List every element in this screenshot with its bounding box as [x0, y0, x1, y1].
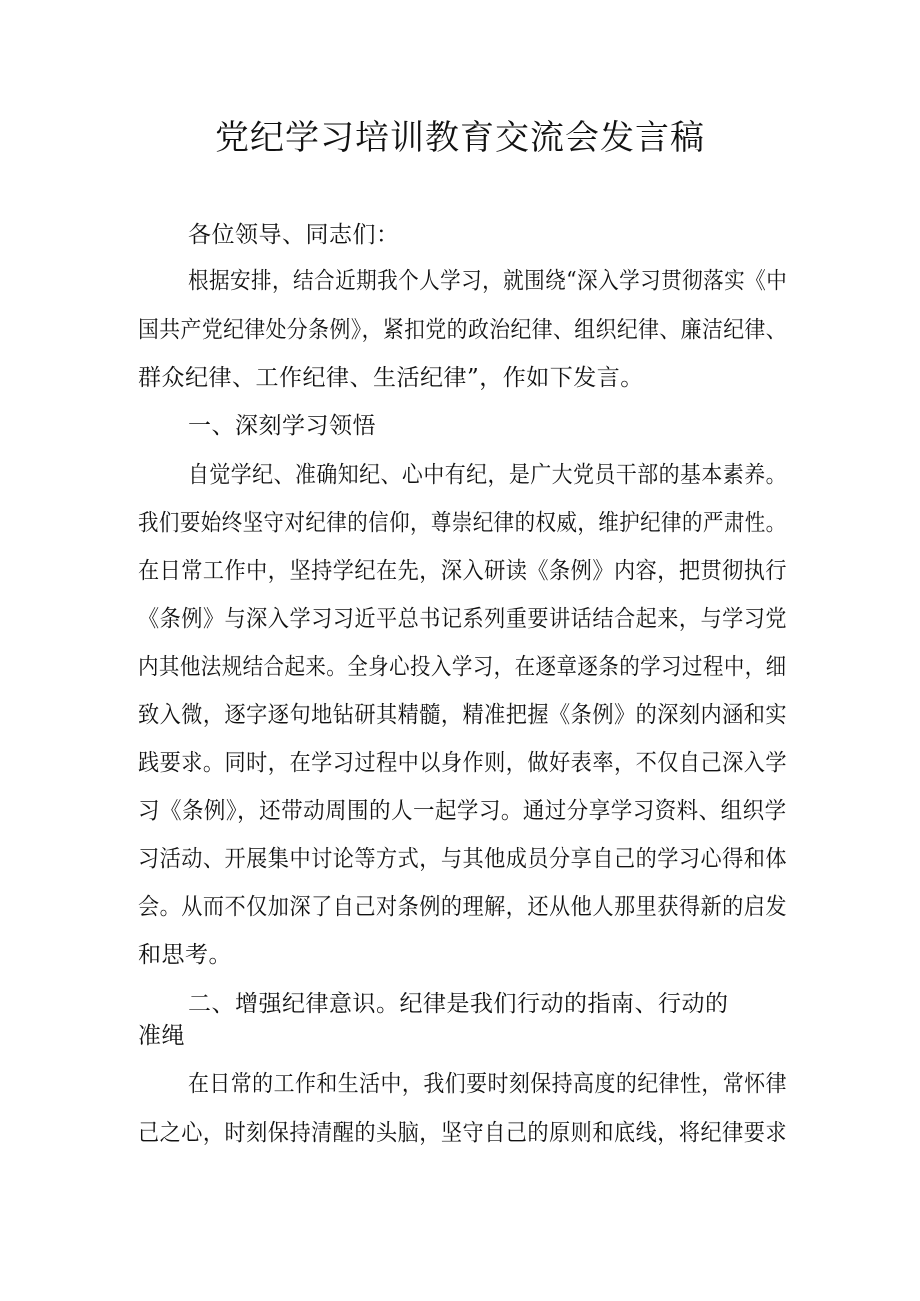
section1-line: 内其他法规结合起来。全身心投入学习，在逐章逐条的学习过程中，细 — [138, 654, 787, 680]
section1-line: 自觉学纪、准确知纪、心中有纪，是广大党员干部的基本素养。 — [188, 462, 787, 488]
section1-line: 致入微，逐字逐句地钻研其精髓，精准把握《条例》的深刻内涵和实 — [138, 702, 788, 728]
section1-line: 习活动、开展集中讨论等方式，与其他成员分享自己的学习心得和体 — [138, 846, 788, 872]
section2-line: 在日常的工作和生活中，我们要时刻保持高度的纪律性，常怀律 — [188, 1071, 787, 1097]
intro-line: 根据安排，结合近期我个人学习，就围绕“深入学习贯彻落实《中 — [188, 268, 788, 294]
intro-line: 国共产党纪律处分条例》，紧扣党的政治纪律、组织纪律、廉洁纪律、 — [138, 317, 788, 343]
section1-line: 习《条例》，还带动周围的人一起学习。通过分享学习资料、组织学 — [138, 798, 787, 824]
section2-heading: 二、增强纪律意识。纪律是我们行动的指南、行动的 — [188, 991, 729, 1017]
section1-line: 会。从而不仅加深了自己对条例的理解，还从他人那里获得新的启发 — [138, 894, 788, 920]
section1-line: 践要求。同时，在学习过程中以身作则，做好表率，不仅自己深入学 — [138, 750, 788, 776]
document-title: 党纪学习培训教育交流会发言稿 — [215, 118, 705, 158]
section1-line: 在日常工作中，坚持学纪在先，深入研读《条例》内容，把贯彻执行 — [138, 558, 788, 584]
section1-heading: 一、深刻学习领悟 — [188, 413, 376, 439]
section2-heading-continued: 准绳 — [138, 1023, 185, 1049]
section1-line: 和思考。 — [138, 942, 232, 968]
section1-line: 《条例》与深入学习习近平总书记系列重要讲话结合起来，与学习党 — [138, 606, 788, 632]
section1-line: 我们要始终坚守对纪律的信仰，尊崇纪律的权威，维护纪律的严肃性。 — [138, 510, 787, 536]
section2-line: 己之心，时刻保持清醒的头脑，坚守自己的原则和底线，将纪律要求 — [138, 1120, 788, 1146]
intro-line: 群众纪律、工作纪律、生活纪律”，作如下发言。 — [138, 365, 644, 391]
salutation: 各位领导、同志们： — [188, 222, 400, 248]
